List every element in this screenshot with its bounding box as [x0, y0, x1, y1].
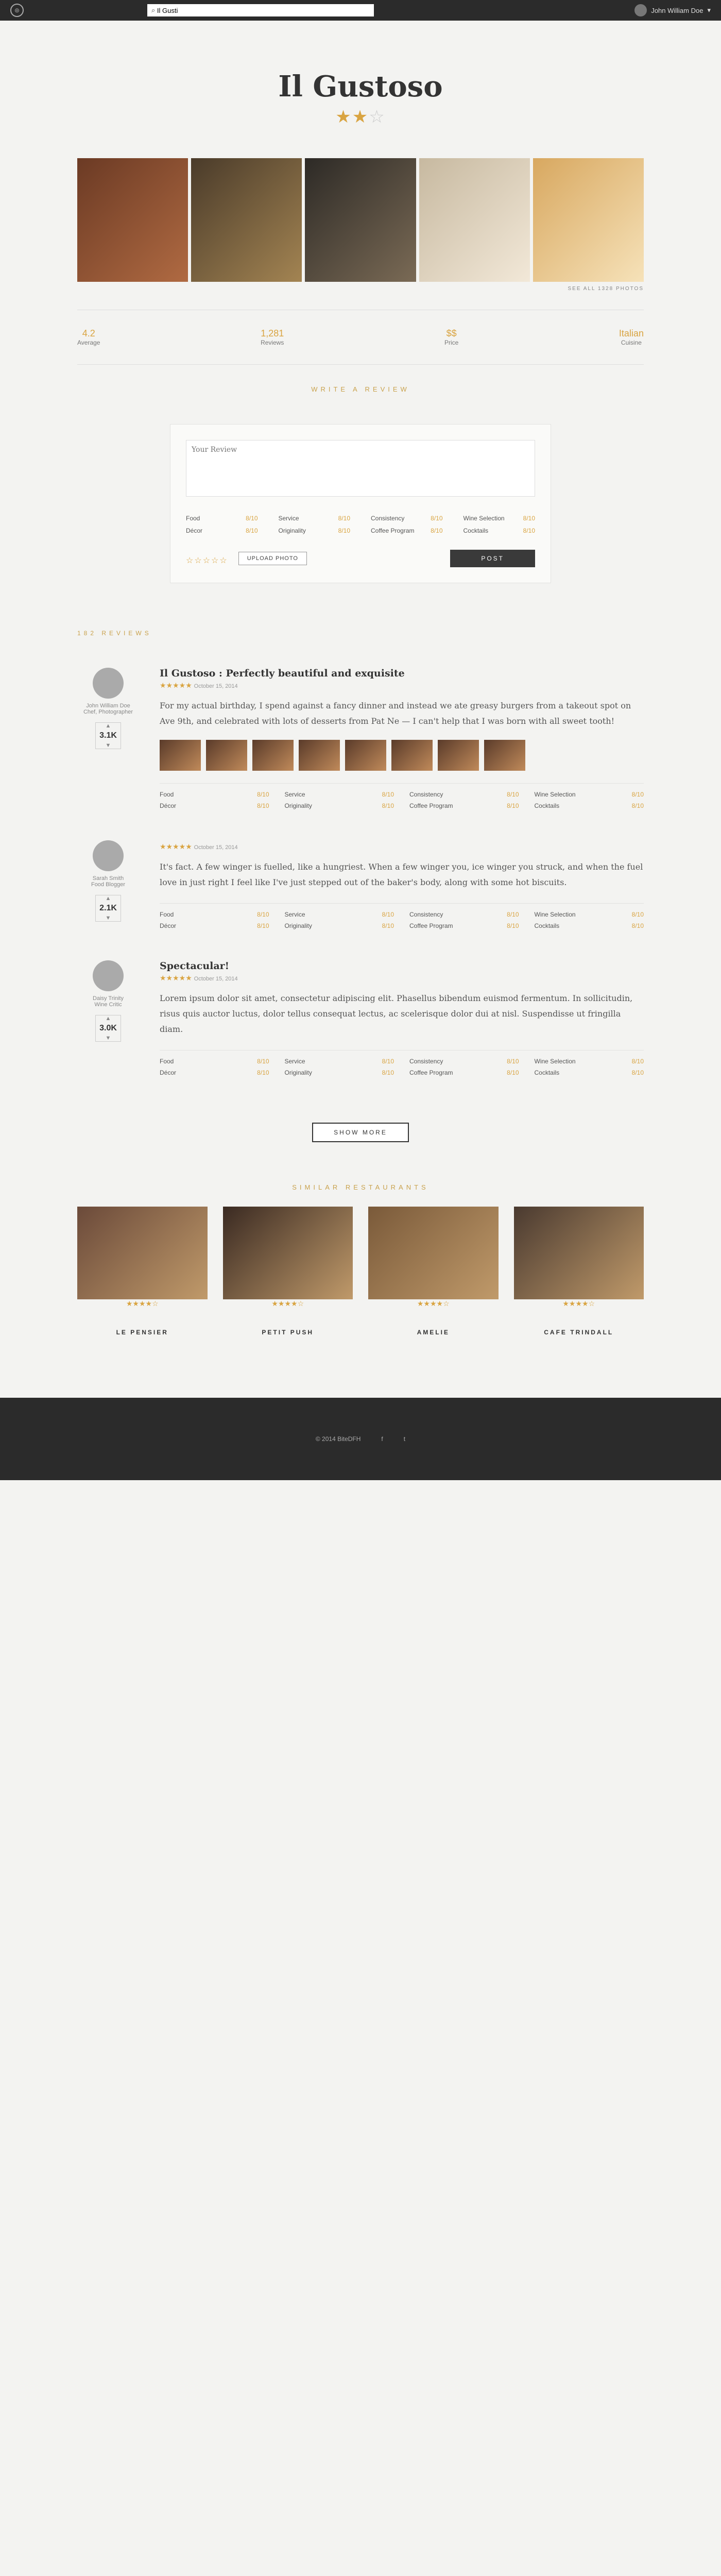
- score-label: Consistency: [371, 515, 405, 522]
- vote-count: 3.1K: [99, 731, 117, 740]
- info-value: Italian: [619, 328, 644, 338]
- review-author: [77, 960, 139, 1076]
- review-meta: [160, 842, 644, 851]
- author-name: John William Doe: [86, 703, 130, 709]
- score-value: 8/10: [523, 527, 535, 534]
- see-all-photos-link[interactable]: SEE ALL 1328 PHOTOS: [568, 286, 644, 292]
- score-value: 8/10: [507, 922, 519, 929]
- score-label: Cocktails: [534, 922, 560, 929]
- score-label: Originality: [284, 922, 312, 929]
- review-meta: [160, 681, 644, 690]
- review-photo[interactable]: [438, 740, 479, 771]
- review-photo[interactable]: [299, 740, 340, 771]
- author-role: Chef, Photographer: [83, 709, 133, 715]
- author-name: Sarah Smith: [92, 875, 124, 882]
- score-label: Décor: [160, 1069, 177, 1076]
- copyright: © 2014 BiteDFH: [315, 1435, 361, 1443]
- review-photos: [160, 740, 644, 771]
- photo[interactable]: [191, 158, 302, 282]
- review-body: [160, 840, 644, 929]
- score-value: 8/10: [631, 910, 644, 918]
- review-body: [160, 668, 644, 809]
- review-stars: ★★★★★: [160, 681, 194, 689]
- score-label: Coffee Program: [409, 922, 453, 929]
- chevron-down-icon: ▾: [707, 6, 711, 14]
- info-label: Reviews: [261, 339, 284, 346]
- similar-restaurant[interactable]: [514, 1207, 644, 1336]
- score-item: [285, 791, 394, 798]
- score-value: 8/10: [507, 1069, 519, 1076]
- score-value: 8/10: [507, 802, 519, 809]
- info-item: [444, 328, 458, 346]
- rating-stars: ★★★★☆: [271, 1299, 304, 1308]
- review-date: October 15, 2014: [194, 683, 238, 689]
- score-value: 8/10: [338, 515, 350, 522]
- reviews-heading: 182 REVIEWS: [77, 630, 152, 637]
- score-value: 8/10: [631, 922, 644, 929]
- restaurant-photo: [514, 1207, 644, 1299]
- score-value: 8/10: [246, 515, 258, 522]
- info-row: [77, 328, 644, 346]
- vote-count: 3.0K: [99, 1023, 117, 1032]
- restaurant-photo: [77, 1207, 208, 1299]
- review-scores: [160, 783, 644, 809]
- review: [77, 960, 644, 1076]
- score-item: [285, 922, 394, 929]
- info-value: 1,281: [261, 328, 284, 338]
- review-stars: ★★★★★: [160, 842, 194, 851]
- search-icon: ⌕: [151, 6, 157, 14]
- score-value: 8/10: [257, 910, 269, 918]
- review-stars: ★★★★★: [160, 973, 194, 982]
- photo[interactable]: [533, 158, 644, 282]
- photo[interactable]: [419, 158, 530, 282]
- review-text: Lorem ipsum dolor sit amet, consectetur adipiscing elit. Phasellus bibendum euismod fermentum. In sollicitudin, risus quis auctor luctus, dolor tellus consequat lectus, ac scelerisque dolor dui at nisl. Suspendisse ut fringilla diam.: [160, 993, 633, 1035]
- write-review-heading: WRITE A REVIEW: [311, 385, 410, 393]
- review-text: It's fact. A few winger is fuelled, like a hungriest. When a few winger you, ice winger you struck, and when the fuel love in just right I feel like I've just stepped out of the baker's body, along with some hot biscuits.: [160, 861, 643, 888]
- author-name: Daisy Trinity: [93, 995, 124, 1002]
- upvote-icon[interactable]: ▲: [105, 1015, 111, 1022]
- score-item: [279, 515, 351, 522]
- score-label: Consistency: [409, 790, 443, 798]
- score-item: [285, 911, 394, 918]
- score-item: [464, 527, 536, 534]
- score-label: Food: [186, 515, 200, 522]
- score-label: Service: [284, 1057, 305, 1065]
- search-input[interactable]: [157, 7, 370, 14]
- score-item: [160, 922, 269, 929]
- restaurant-name: PETIT PUSH: [262, 1328, 314, 1336]
- review-photo[interactable]: [206, 740, 247, 771]
- info-item: [619, 328, 644, 346]
- vote-count: 2.1K: [99, 903, 117, 912]
- score-item: [535, 802, 644, 809]
- downvote-icon[interactable]: ▼: [105, 1035, 111, 1041]
- review-text: For my actual birthday, I spend against a fancy dinner and instead we ate greasy burgers from a takeout spot on Ave 9th, and celebrated with lots of desserts from Pat Ne — I can't help that I was born with all sweet tooth!: [160, 701, 631, 726]
- review-form: [170, 424, 551, 583]
- facebook-icon[interactable]: f: [381, 1435, 383, 1443]
- score-item: [409, 911, 519, 918]
- score-item: [186, 527, 258, 534]
- score-item: [535, 1069, 644, 1076]
- similar-list: [77, 1207, 644, 1336]
- show-more-button[interactable]: SHOW MORE: [312, 1123, 409, 1142]
- footer: [0, 1398, 721, 1480]
- score-value: 8/10: [631, 1057, 644, 1065]
- score-label: Service: [278, 515, 299, 522]
- score-item: [409, 1069, 519, 1076]
- score-label: Service: [284, 790, 305, 798]
- score-label: Coffee Program: [409, 802, 453, 809]
- review-scores: [160, 1050, 644, 1076]
- info-label: Cuisine: [621, 339, 642, 346]
- rating-stars: ★★★★☆: [417, 1299, 450, 1308]
- upvote-icon[interactable]: ▲: [105, 895, 111, 902]
- score-item: [409, 922, 519, 929]
- info-item: [261, 328, 284, 346]
- score-label: Wine Selection: [534, 790, 576, 798]
- twitter-icon[interactable]: t: [403, 1435, 406, 1443]
- reviews-list: [77, 668, 644, 1076]
- review: [77, 840, 644, 929]
- score-item: [535, 1058, 644, 1065]
- score-label: Décor: [186, 527, 203, 534]
- score-item: [160, 1058, 269, 1065]
- review-meta: [160, 974, 644, 982]
- score-value: 8/10: [382, 910, 394, 918]
- avatar: [93, 960, 124, 991]
- restaurant-name: AMELIE: [417, 1328, 450, 1336]
- score-item: [371, 515, 443, 522]
- score-value: 8/10: [631, 802, 644, 809]
- score-item: [535, 791, 644, 798]
- downvote-icon[interactable]: ▼: [105, 742, 111, 749]
- score-item: [535, 911, 644, 918]
- top-bar: [0, 0, 721, 21]
- similar-restaurant[interactable]: [368, 1207, 499, 1336]
- score-value: 8/10: [257, 1069, 269, 1076]
- restaurant-photo: [223, 1207, 353, 1299]
- score-label: Décor: [160, 802, 177, 809]
- score-grid: [186, 515, 535, 534]
- post-button[interactable]: POST: [450, 550, 535, 567]
- score-label: Coffee Program: [409, 1069, 453, 1076]
- rating-input[interactable]: ☆☆☆☆☆: [186, 555, 228, 565]
- logo-icon[interactable]: ◎: [10, 4, 24, 17]
- review-photo[interactable]: [160, 740, 201, 771]
- avatar: [93, 668, 124, 699]
- score-label: Consistency: [409, 910, 443, 918]
- vote-widget: [95, 895, 121, 922]
- score-item: [160, 1069, 269, 1076]
- review-date: October 15, 2014: [194, 844, 238, 851]
- score-value: 8/10: [523, 515, 535, 522]
- review-photo[interactable]: [345, 740, 386, 771]
- similar-restaurant[interactable]: [223, 1207, 353, 1336]
- rating-stars: ★★☆: [335, 107, 386, 127]
- photo[interactable]: [77, 158, 188, 282]
- score-label: Food: [160, 790, 174, 798]
- info-label: Price: [444, 339, 459, 346]
- score-value: 8/10: [507, 1057, 519, 1065]
- score-label: Wine Selection: [534, 1057, 576, 1065]
- score-value: 8/10: [257, 802, 269, 809]
- score-item: [535, 922, 644, 929]
- score-label: Originality: [284, 1069, 312, 1076]
- review-title: Il Gustoso : Perfectly beautiful and exquisite: [160, 668, 405, 679]
- score-value: 8/10: [431, 527, 443, 534]
- score-label: Originality: [278, 527, 306, 534]
- downvote-icon[interactable]: ▼: [105, 914, 111, 921]
- score-value: 8/10: [631, 1069, 644, 1076]
- score-label: Coffee Program: [371, 527, 415, 534]
- review-author: [77, 840, 139, 929]
- vote-widget: [95, 722, 121, 749]
- author-role: Wine Critic: [94, 1001, 122, 1008]
- review-photo[interactable]: [484, 740, 525, 771]
- upload-photo-button[interactable]: UPLOAD PHOTO: [238, 552, 307, 565]
- review: [77, 668, 644, 809]
- score-value: 8/10: [382, 922, 394, 929]
- score-label: Cocktails: [463, 527, 489, 534]
- score-label: Food: [160, 1057, 174, 1065]
- score-item: [285, 1069, 394, 1076]
- vote-widget: [95, 1015, 121, 1042]
- score-item: [409, 802, 519, 809]
- review-date: October 15, 2014: [194, 975, 238, 982]
- score-label: Décor: [160, 922, 177, 929]
- user-menu[interactable]: [634, 4, 711, 16]
- score-item: [285, 802, 394, 809]
- divider: [77, 364, 644, 365]
- rating-stars: ★★★★☆: [562, 1299, 595, 1308]
- score-item: [409, 1058, 519, 1065]
- score-item: [409, 791, 519, 798]
- score-label: Wine Selection: [534, 910, 576, 918]
- author-role: Food Blogger: [91, 881, 126, 888]
- photo-strip: [77, 158, 644, 282]
- restaurant-name: LE PENSIER: [116, 1328, 168, 1336]
- photo[interactable]: [305, 158, 416, 282]
- score-label: Food: [160, 910, 174, 918]
- score-value: 8/10: [257, 790, 269, 798]
- review-author: [77, 668, 139, 809]
- info-item: [77, 328, 100, 346]
- score-label: Wine Selection: [463, 515, 505, 522]
- score-value: 8/10: [431, 515, 443, 522]
- restaurant-photo: [368, 1207, 499, 1299]
- similar-heading: SIMILAR RESTAURANTS: [292, 1183, 429, 1191]
- score-item: [160, 791, 269, 798]
- score-value: 8/10: [382, 1057, 394, 1065]
- score-label: Cocktails: [534, 802, 560, 809]
- search-bar[interactable]: [147, 4, 374, 16]
- score-value: 8/10: [382, 790, 394, 798]
- score-value: 8/10: [338, 527, 350, 534]
- avatar: [93, 840, 124, 871]
- similar-restaurant[interactable]: [77, 1207, 208, 1336]
- score-value: 8/10: [507, 790, 519, 798]
- restaurant-name: CAFE TRINDALL: [544, 1328, 614, 1336]
- score-item: [371, 527, 443, 534]
- info-label: Average: [77, 339, 100, 346]
- score-value: 8/10: [382, 1069, 394, 1076]
- review-scores: [160, 903, 644, 929]
- score-label: Cocktails: [534, 1069, 560, 1076]
- info-value: $$: [446, 328, 457, 338]
- score-item: [160, 911, 269, 918]
- score-value: 8/10: [631, 790, 644, 798]
- score-label: Consistency: [409, 1057, 443, 1065]
- score-item: [160, 802, 269, 809]
- review-title: Spectacular!: [160, 960, 230, 972]
- review-textarea[interactable]: [186, 440, 535, 497]
- avatar: [634, 4, 647, 16]
- info-value: 4.2: [82, 328, 95, 338]
- score-label: Service: [284, 910, 305, 918]
- review-body: [160, 960, 644, 1076]
- score-value: 8/10: [507, 910, 519, 918]
- score-item: [186, 515, 258, 522]
- score-item: [279, 527, 351, 534]
- rating-stars: ★★★★☆: [126, 1299, 159, 1308]
- user-name: John William Doe: [651, 6, 703, 14]
- score-value: 8/10: [257, 1057, 269, 1065]
- page-title: Il Gustoso: [278, 70, 443, 104]
- score-item: [464, 515, 536, 522]
- score-value: 8/10: [257, 922, 269, 929]
- review-photo[interactable]: [391, 740, 433, 771]
- review-photo[interactable]: [252, 740, 294, 771]
- score-item: [285, 1058, 394, 1065]
- score-label: Originality: [284, 802, 312, 809]
- score-value: 8/10: [246, 527, 258, 534]
- upvote-icon[interactable]: ▲: [105, 723, 111, 729]
- score-value: 8/10: [382, 802, 394, 809]
